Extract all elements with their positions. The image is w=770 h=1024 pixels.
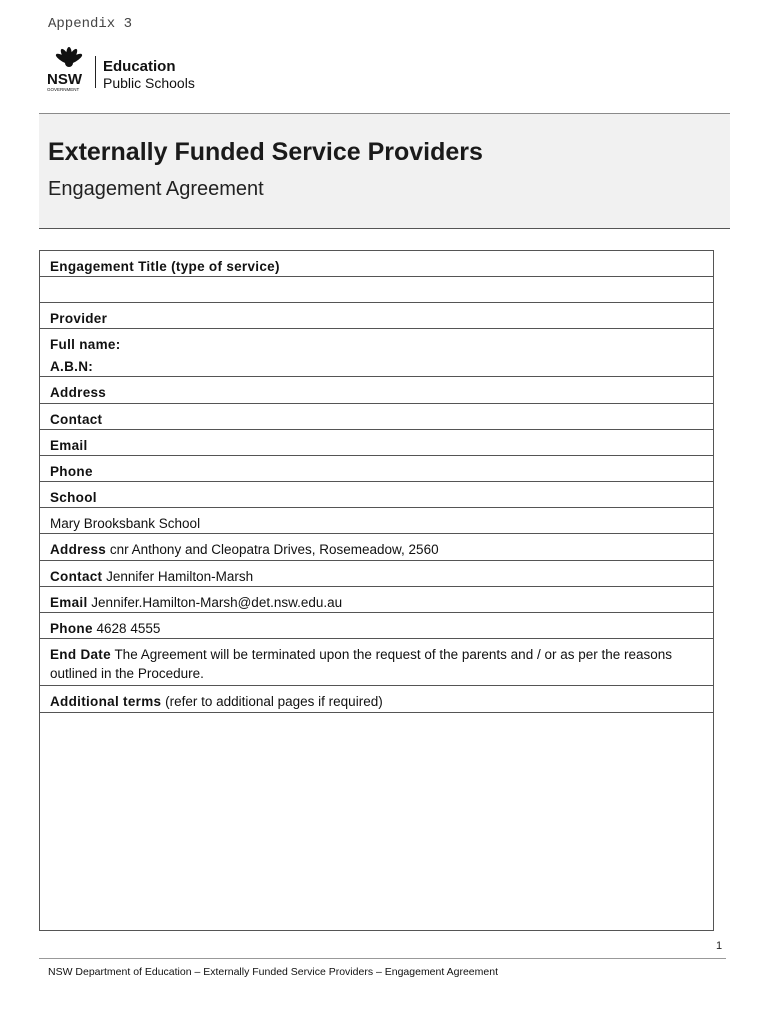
school-name-row xyxy=(40,508,713,534)
provider-phone-row[interactable] xyxy=(40,456,713,482)
school-phone-row xyxy=(40,613,713,639)
appendix-label: Appendix 3 xyxy=(48,16,133,32)
additional-terms-label: Additional terms xyxy=(50,694,162,709)
government-wordmark: GOVERNMENT xyxy=(47,87,80,92)
logo-education: Education xyxy=(103,58,176,75)
footer-text: NSW Department of Education – Externally Funded Service Providers – Engagement Agreement xyxy=(48,966,498,978)
school-email-row xyxy=(40,587,713,613)
provider-contact-label: Contact xyxy=(50,412,103,427)
school-row xyxy=(40,482,713,508)
school-address-row xyxy=(40,534,713,561)
additional-terms-row xyxy=(40,686,713,713)
school-contact-label: Contact xyxy=(50,569,103,584)
provider-label: Provider xyxy=(50,311,108,326)
school-address-label: Address xyxy=(50,542,107,557)
engagement-title-label: Engagement Title (type of service) xyxy=(50,259,280,274)
end-date-value: The Agreement will be terminated upon the request of the parents and / or as per the reasons outlined in the Procedure. xyxy=(50,647,673,681)
document-subtitle: Engagement Agreement xyxy=(48,178,264,200)
provider-email-label: Email xyxy=(50,438,88,453)
nsw-education-logo xyxy=(46,42,246,92)
provider-email-row[interactable] xyxy=(40,430,713,456)
nsw-wordmark: NSW xyxy=(47,71,82,88)
document-title: Externally Funded Service Providers xyxy=(48,138,483,166)
abn-label: A.B.N: xyxy=(50,359,94,374)
title-banner xyxy=(39,113,730,229)
engagement-title-field[interactable] xyxy=(40,277,713,303)
school-phone-value: 4628 4555 xyxy=(96,621,161,636)
engagement-title-row xyxy=(40,251,713,277)
school-label: School xyxy=(50,490,97,505)
end-date-row xyxy=(40,639,713,686)
provider-name-abn-row[interactable] xyxy=(40,329,713,377)
page-number: 1 xyxy=(716,940,723,952)
school-contact-value: Jennifer Hamilton-Marsh xyxy=(106,569,254,584)
footer-divider xyxy=(39,958,726,959)
school-email-value[interactable]: Jennifer.Hamilton-Marsh@det.nsw.edu.au xyxy=(91,595,343,610)
school-address-value: cnr Anthony and Cleopatra Drives, Rosemeadow, 2560 xyxy=(109,542,439,557)
full-name-label: Full name: xyxy=(50,337,121,352)
additional-terms-note: (refer to additional pages if required) xyxy=(165,694,383,709)
provider-phone-label: Phone xyxy=(50,464,93,479)
waratah-icon xyxy=(46,42,92,92)
additional-terms-field[interactable] xyxy=(40,713,713,930)
school-name: Mary Brooksbank School xyxy=(50,516,201,531)
logo-divider xyxy=(95,56,96,88)
provider-address-row[interactable] xyxy=(40,377,713,404)
provider-address-label: Address xyxy=(50,385,107,400)
school-email-label: Email xyxy=(50,595,88,610)
logo-public-schools: Public Schools xyxy=(103,75,195,91)
engagement-form xyxy=(39,250,714,931)
provider-contact-row[interactable] xyxy=(40,404,713,430)
provider-row xyxy=(40,303,713,329)
school-phone-label: Phone xyxy=(50,621,93,636)
school-contact-row xyxy=(40,561,713,587)
end-date-label: End Date xyxy=(50,647,111,662)
